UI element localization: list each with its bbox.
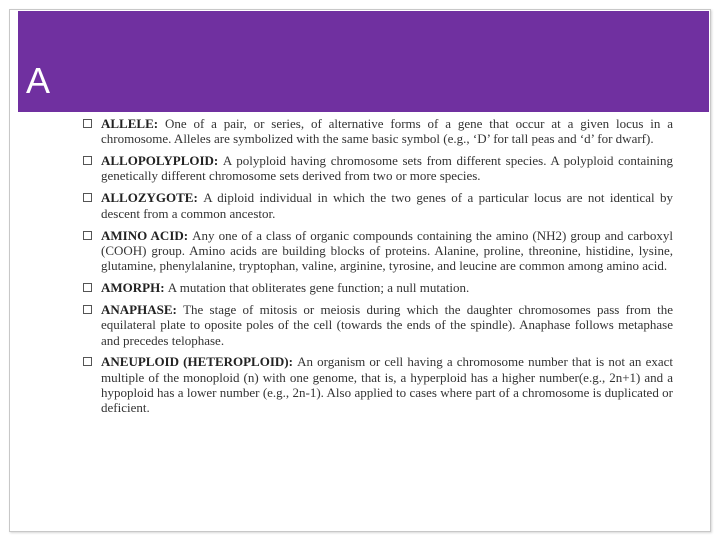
glossary-term: ANAPHASE: (101, 301, 184, 317)
list-item (83, 190, 673, 221)
glossary-definition: Any one of a class of organic compounds containing the amino (NH2) group and carboxyl (COOH) group. Amino acids are building blocks of proteins. Alanine, proline, threonine, histidine, lysine, glutamine, phenylalanine, tryptophan, valine, arginine, tyrosine, and leucine are common among amino acid. (101, 227, 673, 274)
list-item (83, 153, 673, 184)
glossary-term: ANEUPLOID (HETEROPLOID): (101, 354, 298, 370)
list-item (83, 302, 673, 348)
glossary-term: ALLELE: (101, 116, 165, 131)
glossary-definition: One of a pair, or series, of alternative forms of a gene that occur at a given locus in a chromosome. Alleles are symbolized with the same basic symbol (e.g., ‘D’ for tall peas and ‘d’ for dwarf). (101, 116, 673, 147)
glossary-term: ALLOZYGOTE: (101, 190, 204, 206)
glossary-term: AMORPH: (101, 280, 168, 296)
square-bullet-icon (83, 357, 92, 366)
title-banner (18, 11, 709, 112)
list-item (83, 354, 673, 415)
square-bullet-icon (83, 156, 92, 165)
glossary-term: ALLOPOLYPLOID: (101, 153, 223, 169)
glossary-definition: An organism or cell having a chromosome number that is not an exact multiple of the monoploid (n) with one genome, that is, a hyperploid has a higher number(e.g., 2n+1) and a hypoploid has a lower number (e.g., 2n-1). Also applied to cases where part of a chromosome is duplicated or deficient. (101, 354, 673, 416)
square-bullet-icon (83, 305, 92, 314)
glossary-term: AMINO ACID: (101, 227, 193, 243)
glossary-definition: The stage of mitosis or meiosis during which the daughter chromosomes pass from the equilateral plate to oposite poles of the cell (towards the ends of the spindle). Anaphase follows metaphase and precedes telophase. (101, 301, 673, 348)
glossary-definition: A polyploid having chromosome sets from different species. A polyploid containing genetically different chromosome sets derived from two or more species. (101, 153, 674, 184)
glossary-definition: A diploid individual in which the two genes of a particular locus are not identical by descent from a common ancestor. (101, 190, 674, 221)
square-bullet-icon (83, 231, 92, 240)
glossary-definition: A mutation that obliterates gene function; a null mutation. (167, 280, 470, 296)
glossary-list (83, 116, 673, 422)
square-bullet-icon (83, 283, 92, 292)
square-bullet-icon (83, 193, 92, 202)
list-item (83, 116, 673, 147)
list-item (83, 280, 673, 295)
list-item (83, 228, 673, 274)
square-bullet-icon (83, 119, 92, 128)
slide-title: A (26, 60, 51, 101)
